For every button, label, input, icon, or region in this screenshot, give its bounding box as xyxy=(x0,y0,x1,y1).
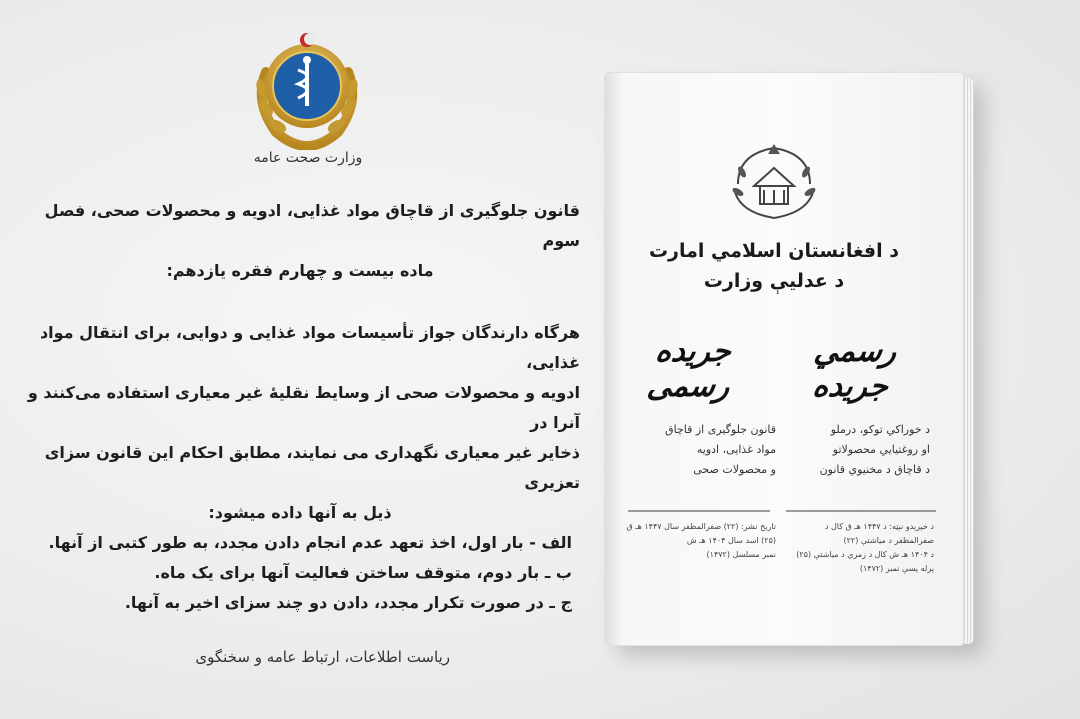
subtitle-line: و محصولات صحی xyxy=(693,463,776,476)
divider xyxy=(786,510,936,512)
book-title-line: د عدلیې وزارت xyxy=(703,270,845,292)
subtitle-line: قانون جلوگیری از قاچاق xyxy=(665,423,776,436)
book-subtitle-pashto xyxy=(780,420,930,480)
meta-line: د خپرېدو نېټه: د ۱۴۴۷ هـ ق کال د صفرالمظفر د میاشتې (۲۲) xyxy=(824,522,934,545)
law-title: قانون جلوگیری از قاچاق مواد غذایی، ادویه و محصولات صحی، فصل سوم xyxy=(44,201,580,250)
book-title-line: د افغانستان اسلامي امارت xyxy=(648,240,900,262)
meta-line: (۲۵) اسد سال ۱۴۰۴ هـ ش xyxy=(686,536,776,545)
calligraphy-dari: جريده رسمی xyxy=(645,334,734,404)
ministry-logo xyxy=(246,32,368,150)
book-cover xyxy=(604,72,964,646)
gazette-book xyxy=(600,70,990,652)
paragraph-line: ذخایر غیر معیاری نگهداری می نمایند، مطابق احکام این قانون سزای تعزیری xyxy=(44,443,580,492)
book-subtitle-dari xyxy=(626,420,776,480)
subtitle-line: د خوراکي توکو، درملو xyxy=(830,423,930,436)
law-text xyxy=(20,196,580,618)
publication-meta-pashto xyxy=(784,520,934,576)
publication-meta-dari xyxy=(626,520,776,562)
subtitle-line: مواد غذایی، ادویه xyxy=(696,443,776,456)
paragraph-line: ذیل به آنها داده میشود: xyxy=(208,503,392,522)
paragraph-line: هرگاه دارندگان جواز تأسیسات مواد غذایی و دوایی، برای انتقال مواد غذایی، xyxy=(39,323,580,372)
law-article: ماده بیست و چهارم فقره یازدهم: xyxy=(166,261,434,280)
penalty-item: ج ـ در صورت تکرار مجدد، دادن دو چند سزای اخیر به آنها. xyxy=(124,593,572,612)
penalty-item: الف - بار اول، اخذ تعهد عدم انجام دادن مجدد، به طور کتبی از آنها. xyxy=(48,533,572,552)
paragraph-line: ادویه و محصولات صحی از وسایط نقلیهٔ غیر معیاری استفاده می‌کنند و آنرا در xyxy=(27,383,580,432)
calligraphy-pashto: رسمي جريده xyxy=(810,334,899,404)
book-title xyxy=(624,236,924,296)
ministry-name: وزارت صحت عامه xyxy=(253,150,363,166)
meta-line: نمبر مسلسل (۱۴۷۲) xyxy=(706,550,776,559)
emirate-emblem-icon xyxy=(724,138,824,224)
divider xyxy=(628,510,770,512)
meta-line: د ۱۴۰۴ هـ ش کال د زمري د میاشتې (۲۵) xyxy=(796,550,934,559)
subtitle-line: د قاچاق د مخنیوي قانون xyxy=(819,463,930,476)
penalty-item: ب ـ بار دوم، متوقف ساختن فعالیت آنها برای یک ماه. xyxy=(154,563,572,582)
meta-line: پرله پسې نمبر (۱۴۷۲) xyxy=(859,564,934,573)
meta-line: تاریخ نشر: (۲۲) صفرالمظفر سال ۱۴۴۷ هـ ق xyxy=(626,522,776,531)
subtitle-line: او روغتیایي محصولاتو xyxy=(832,443,930,456)
footer-office: ریاست اطلاعات، ارتباط عامه و سخنگوی xyxy=(195,648,450,666)
